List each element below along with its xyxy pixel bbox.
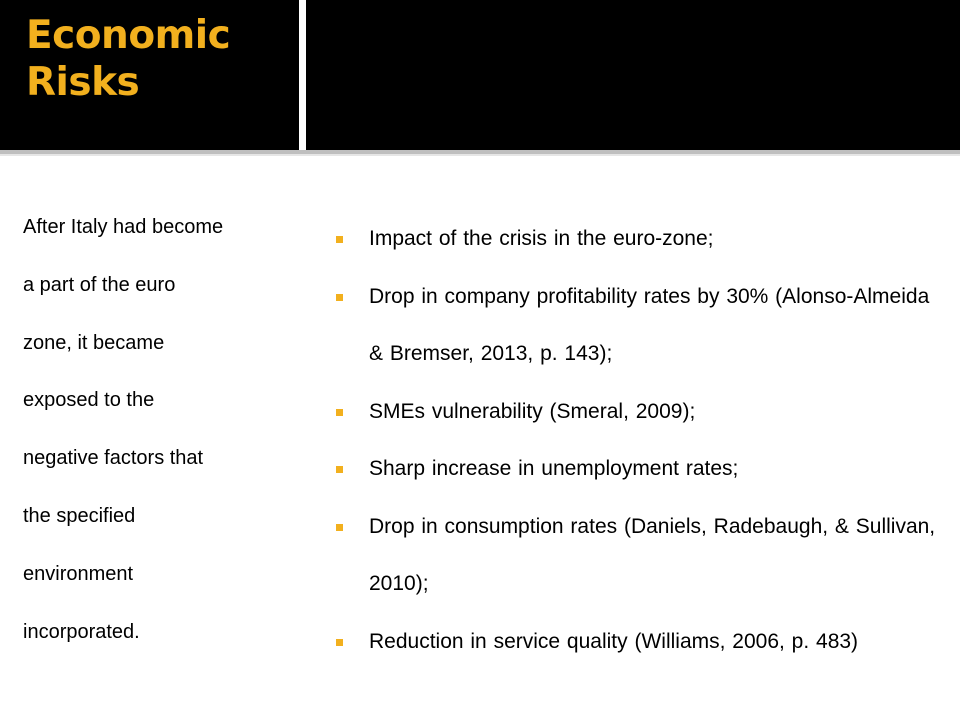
bullet-item	[336, 498, 946, 613]
square-bullet-icon	[336, 466, 343, 473]
bullet-item	[336, 268, 946, 383]
square-bullet-icon	[336, 294, 343, 301]
bullet-list	[336, 210, 946, 670]
square-bullet-icon	[336, 409, 343, 416]
bullet-text: SMEs vulnerability (Smeral, 2009);	[369, 399, 696, 423]
bullet-item	[336, 440, 946, 498]
left-text-line: incorporated.	[23, 620, 140, 643]
slide-title-line-2: Risks	[26, 60, 140, 105]
left-text-line: the specified	[23, 504, 136, 527]
bullet-text: Impact of the crisis in the euro-zone;	[369, 227, 714, 250]
bullet-item	[336, 383, 946, 441]
left-text-line: exposed to the	[23, 389, 155, 412]
square-bullet-icon	[336, 236, 343, 243]
bullet-item	[336, 210, 946, 268]
bullet-text: Sharp increase in unemployment rates;	[369, 457, 739, 480]
slide-title	[26, 12, 296, 106]
left-text-line: environment	[23, 562, 134, 585]
banner-divider	[299, 0, 306, 150]
slide-title-line-1: Economic	[26, 13, 231, 58]
square-bullet-icon	[336, 524, 343, 531]
bullet-text: Reduction in service quality (Williams, 2006, p. 483)	[369, 629, 859, 653]
bullet-text: Drop in company profitability rates by 30% (Alonso-Almeida & Bremser, 2013, p. 143);	[369, 284, 930, 365]
header-banner-right	[306, 0, 960, 150]
left-text-line: negative factors that	[23, 447, 204, 470]
bullet-item	[336, 613, 946, 671]
header-rule-shadow	[0, 154, 960, 156]
left-text-line: zone, it became	[23, 331, 165, 354]
left-text-block	[23, 207, 283, 669]
left-text-line: a part of the euro	[23, 273, 176, 296]
left-text-line: After Italy had become	[23, 216, 224, 238]
bullet-text: Drop in consumption rates (Daniels, Radebaugh, & Sullivan, 2010);	[369, 514, 936, 595]
square-bullet-icon	[336, 639, 343, 646]
